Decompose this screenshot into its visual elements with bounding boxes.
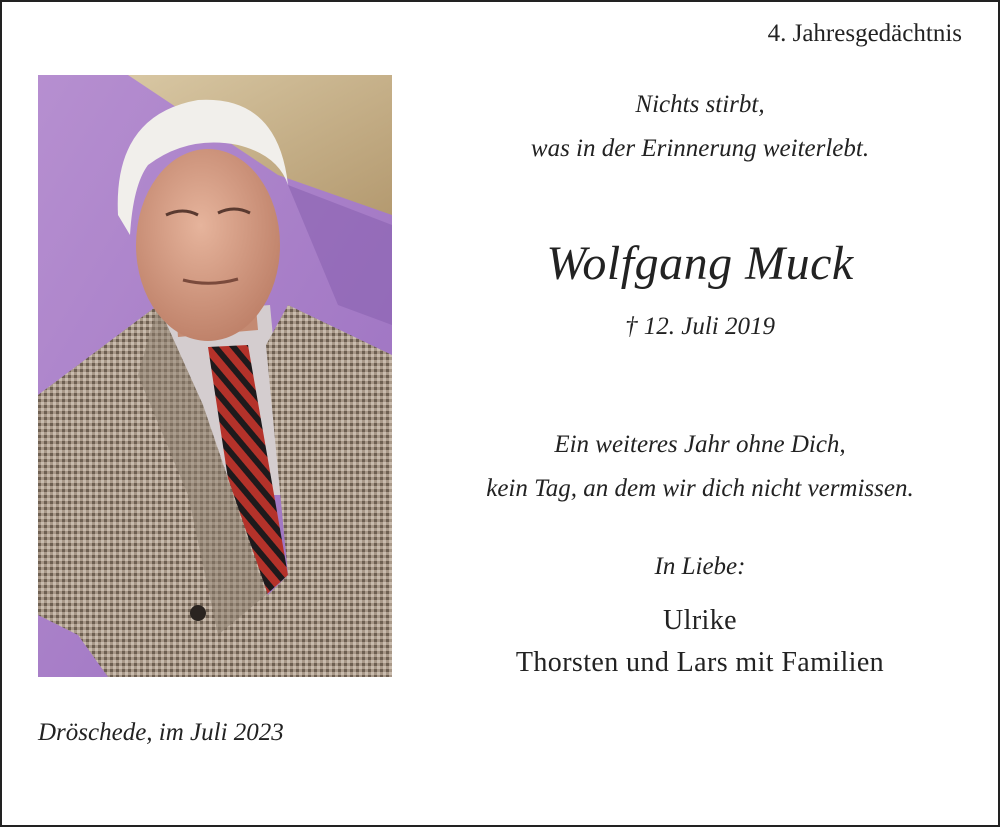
mourners-intro: In Liebe: — [654, 553, 746, 580]
portrait-photo — [38, 75, 392, 677]
mourners-names — [402, 600, 998, 684]
quote-line: Nichts stirbt, — [635, 91, 765, 118]
anniversary-label: 4. Jahresgedächtnis — [767, 20, 962, 47]
mourner-name: Ulrike — [663, 605, 737, 636]
memorial-quote — [402, 83, 998, 171]
deceased-name: Wolfgang Muck — [546, 237, 854, 290]
verse-line: Ein weiteres Jahr ohne Dich, — [554, 431, 846, 458]
remembrance-verse — [402, 423, 998, 511]
place-date: Dröschede, im Juli 2023 — [38, 719, 284, 746]
quote-line: was in der Erinnerung weiterlebt. — [530, 135, 870, 162]
death-date: † 12. Juli 2019 — [625, 313, 775, 340]
verse-line: kein Tag, an dem wir dich nicht vermissen. — [486, 475, 914, 502]
mourner-name: Thorsten und Lars mit Familien — [515, 647, 885, 678]
